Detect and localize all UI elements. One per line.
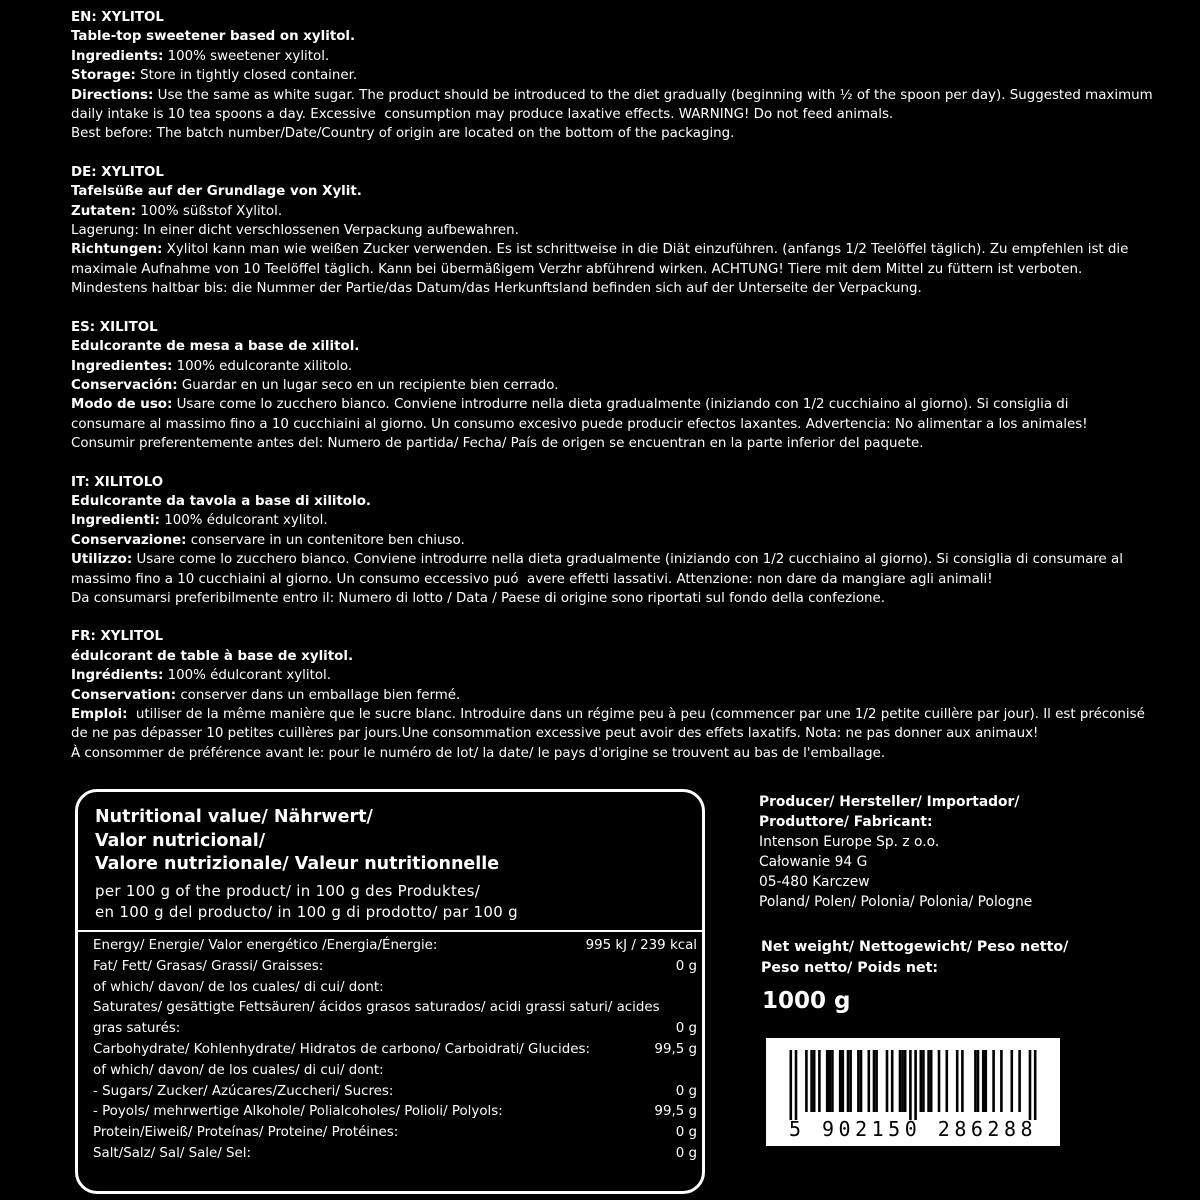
barcode-bar bbox=[909, 1050, 912, 1120]
section-it bbox=[71, 473, 1181, 609]
barcode bbox=[766, 1038, 1060, 1146]
nutrition-row-label: - Sugars/ Zucker/ Azúcares/Zuccheri/ Sucres: bbox=[93, 1083, 394, 1099]
barcode-bar bbox=[974, 1050, 977, 1112]
text-line-body: 100% édulcorant xylitol. bbox=[159, 513, 328, 529]
nutrition-title-line: Nutritional value/ Nährwert/ bbox=[95, 807, 373, 827]
barcode-bar bbox=[985, 1050, 988, 1112]
text-line bbox=[71, 279, 1181, 298]
section-fr bbox=[71, 627, 1181, 763]
barcode-bar bbox=[930, 1050, 933, 1112]
text-line-label: Richtungen: bbox=[71, 242, 163, 258]
barcode-bar bbox=[826, 1050, 829, 1112]
producer-address-line: 05-480 Karczew bbox=[759, 874, 870, 890]
nutrition-header bbox=[95, 806, 695, 923]
barcode-bar bbox=[873, 1050, 876, 1112]
nutrition-box bbox=[75, 789, 705, 1194]
text-line-body: À consommer de préférence avant le: pour le numéro de lot/ la date/ le pays d'origine se trouvent au bas de l'emballage. bbox=[71, 745, 886, 761]
text-line-label: Ingrédients: bbox=[71, 668, 164, 684]
text-line bbox=[71, 8, 1181, 27]
text-line-body: Consumir preferentemente antes del: Numero de partida/ Fecha/ País de origen se encuentran en la parte inferior del paquete. bbox=[71, 436, 924, 452]
barcode-bar bbox=[790, 1050, 793, 1120]
text-line-label: FR: XYLITOL bbox=[71, 629, 164, 645]
barcode-number: 5 902150 286288 bbox=[788, 1117, 1038, 1141]
nutrition-row bbox=[93, 1144, 697, 1165]
text-line-body: conserver dans un emballage bien fermé. bbox=[176, 687, 461, 703]
barcode-bar bbox=[847, 1050, 850, 1112]
text-line bbox=[71, 260, 1181, 279]
text-line bbox=[71, 550, 1181, 569]
text-line bbox=[71, 570, 1181, 589]
label-text-sections bbox=[71, 8, 1181, 782]
text-line-body: daily intake is 10 tea spoons a day. Excessive consumption may produce laxative effects. WARNING! Do not feed animals. bbox=[71, 107, 894, 123]
nutrition-title-line: Valore nutrizionale/ Valeur nutritionnelle bbox=[95, 854, 500, 874]
text-line-body: Store in tightly closed container. bbox=[135, 68, 358, 84]
text-line-label: Conservazione: bbox=[71, 532, 187, 548]
nutrition-row bbox=[93, 1019, 697, 1040]
text-line bbox=[71, 686, 1181, 705]
text-line-label: Directions: bbox=[71, 87, 154, 103]
text-line bbox=[71, 202, 1181, 221]
barcode-bar bbox=[982, 1050, 985, 1112]
nutrition-row-value: 0 g bbox=[675, 1083, 697, 1099]
text-line bbox=[71, 531, 1181, 550]
barcode-bar bbox=[818, 1050, 821, 1112]
text-line-body: Use the same as white sugar. The product should be introduced to the diet gradually (beginning with ½ of the spoon per day). Suggested maximum bbox=[153, 87, 1153, 103]
text-line-body: Usare come lo zucchero bianco. Conviene introdurre nella dieta gradualmente (iniziando con 1/2 cucchiaino al giorno). Si consiglia di consumare al bbox=[132, 552, 1123, 568]
text-line-body: 100% sweetener xylitol. bbox=[163, 48, 330, 64]
nutrition-row bbox=[93, 1040, 697, 1061]
barcode-bar bbox=[1011, 1050, 1014, 1112]
nutrition-row bbox=[93, 1082, 697, 1103]
nutrition-row-label: Protein/Eiweiß/ Proteínas/ Proteine/ Protéines: bbox=[93, 1125, 399, 1141]
text-line-label: Tafelsüße auf der Grundlage von Xylit. bbox=[71, 184, 362, 200]
nutrition-row-value: 0 g bbox=[675, 1125, 697, 1141]
text-line-body: consumare al massimo fino a 10 cucchiaini al giorno. Un consumo excesivo puede producir efectos laxantes. Advertencia: No alimentar a los animales! bbox=[71, 416, 1088, 432]
producer-heading-line: Producer/ Hersteller/ Importador/ bbox=[759, 794, 1020, 810]
nutrition-row-value: 99,5 g bbox=[654, 1041, 697, 1057]
text-line bbox=[71, 86, 1181, 105]
text-line bbox=[71, 511, 1181, 530]
text-line-label: Table-top sweetener based on xylitol. bbox=[71, 29, 356, 45]
text-line bbox=[71, 744, 1181, 763]
barcode-bar bbox=[901, 1050, 904, 1112]
text-line-body: de ne pas dépasser 10 petites cuillères par jours.Une consommation excessive peut avoir des effets laxatifs. Nota: ne pas donner aux animaux! bbox=[71, 726, 1039, 742]
barcode-bar bbox=[810, 1050, 813, 1112]
text-line-label: Storage: bbox=[71, 68, 136, 84]
barcode-bar bbox=[922, 1050, 925, 1112]
text-line bbox=[71, 434, 1181, 453]
text-line bbox=[71, 182, 1181, 201]
barcode-bar bbox=[829, 1050, 832, 1112]
barcode-bar bbox=[805, 1050, 808, 1112]
net-weight-value: 1000 g bbox=[762, 988, 851, 1014]
text-line bbox=[71, 27, 1181, 46]
net-weight-heading-line: Peso netto/ Poids net: bbox=[761, 959, 939, 976]
text-line bbox=[71, 395, 1181, 414]
text-line bbox=[71, 647, 1181, 666]
text-line bbox=[71, 357, 1181, 376]
text-line-label: DE: XYLITOL bbox=[71, 164, 164, 180]
barcode-bar bbox=[946, 1050, 949, 1112]
text-line-label: Ingredientes: bbox=[71, 358, 173, 374]
text-line-label: Utilizzo: bbox=[71, 552, 133, 568]
text-line bbox=[71, 240, 1181, 259]
barcode-bar bbox=[927, 1050, 930, 1112]
text-line-label: EN: XYLITOL bbox=[71, 10, 164, 25]
section-de bbox=[71, 163, 1181, 299]
text-line-body: Xylitol kann man wie weißen Zucker verwenden. Es ist schrittweise in die Diät einzuführen. (anfangs 1/2 Teelöffel täglich). Zu empfehlen ist die bbox=[162, 242, 1129, 258]
text-line-body: 100% süßstof Xylitol. bbox=[136, 203, 283, 219]
barcode-bar bbox=[849, 1050, 852, 1112]
producer-heading-line: Produttore/ Fabricant: bbox=[759, 814, 933, 830]
nutrition-row bbox=[93, 957, 697, 978]
barcode-bar bbox=[904, 1050, 907, 1112]
nutrition-per-line: en 100 g del producto/ in 100 g di prodotto/ par 100 g bbox=[95, 902, 518, 921]
text-line bbox=[71, 724, 1181, 743]
nutrition-row bbox=[93, 936, 697, 957]
text-line bbox=[71, 163, 1181, 182]
text-line-label: Ingredients: bbox=[71, 48, 164, 64]
nutrition-row-label: of which/ davon/ de los cuales/ di cui/ dont: bbox=[93, 979, 384, 995]
text-line-body: conservare in un contenitore ben chiuso. bbox=[186, 532, 465, 548]
text-line bbox=[71, 589, 1181, 608]
text-line bbox=[71, 124, 1181, 143]
text-line bbox=[71, 705, 1181, 724]
text-line-label: Zutaten: bbox=[71, 203, 137, 219]
barcode-bar bbox=[920, 1050, 923, 1112]
producer-address-line: Poland/ Polen/ Polonia/ Polonia/ Pologne bbox=[759, 894, 1033, 910]
nutrition-row-value bbox=[691, 1061, 697, 1082]
text-line bbox=[71, 66, 1181, 85]
barcode-bar bbox=[813, 1050, 816, 1112]
text-line-body: utiliser de la même manière que le sucre blanc. Introduire dans un régime peu à peu (commencer par une 1/2 petite cuillère par jour). Il est préconisé bbox=[127, 707, 1145, 722]
text-line-body: massimo fino a 10 cucchiaini al giorno. Un consumo eccessivo puó avere effetti lassativi. Attenzione: non dare da mangiare agli animali! bbox=[71, 571, 993, 587]
barcode-bar bbox=[875, 1050, 878, 1112]
text-line-body: Best before: The batch number/Date/Country of origin are located on the bottom of the packaging. bbox=[71, 126, 735, 142]
nutrition-row bbox=[93, 1123, 697, 1144]
nutrition-row-label: Energy/ Energie/ Valor energético /Energia/Énergie: bbox=[93, 938, 438, 953]
text-line-label: Emploi: bbox=[71, 707, 128, 722]
barcode-bar bbox=[795, 1050, 798, 1120]
barcode-bar bbox=[891, 1050, 894, 1112]
nutrition-row-label: Carbohydrate/ Kohlenhydrate/ Hidratos de carbono/ Carboidrati/ Glucides: bbox=[93, 1041, 590, 1057]
producer-address-line: Całowanie 94 G bbox=[759, 854, 868, 870]
text-line-label: Edulcorante da tavola a base di xilitolo. bbox=[71, 493, 372, 509]
text-line-body: 100% edulcorante xilitolo. bbox=[172, 358, 353, 374]
barcode-bar bbox=[1018, 1050, 1021, 1112]
text-line-label: Modo de uso: bbox=[71, 397, 173, 413]
barcode-bar bbox=[992, 1050, 995, 1112]
nutrition-row bbox=[93, 1102, 697, 1123]
barcode-bar bbox=[1029, 1050, 1032, 1120]
text-line-label: IT: XILITOLO bbox=[71, 474, 164, 490]
text-line bbox=[71, 376, 1181, 395]
nutrition-row-value bbox=[691, 978, 697, 999]
barcode-bar bbox=[938, 1050, 941, 1112]
barcode-bar bbox=[956, 1050, 959, 1112]
nutrition-row-value: 0 g bbox=[675, 1145, 697, 1161]
barcode-bar bbox=[899, 1050, 902, 1112]
barcode-bar bbox=[839, 1050, 842, 1112]
text-line-label: Conservación: bbox=[71, 377, 178, 393]
producer-block bbox=[759, 792, 1179, 912]
barcode-bar bbox=[977, 1050, 980, 1112]
text-line-body: maximale Aufnahme von 10 Teelöffel täglich. Kann bei übermäßigem Verzhr abführend wirken. ACHTUNG! Tiere mit dem Mittel zu füttern ist verboten. bbox=[71, 261, 1083, 277]
nutrition-row-label: - Poyols/ mehrwertige Alkohole/ Polialcoholes/ Polioli/ Polyols: bbox=[93, 1104, 503, 1120]
producer-address-line: Intenson Europe Sp. z o.o. bbox=[759, 834, 940, 850]
text-line-label: Ingredienti: bbox=[71, 513, 160, 529]
barcode-bar bbox=[860, 1050, 863, 1112]
section-en bbox=[71, 8, 1181, 144]
text-line-label: édulcorant de table à base de xylitol. bbox=[71, 648, 354, 664]
text-line-body: Lagerung: In einer dicht verschlossenen Verpackung aufbewahren. bbox=[71, 223, 519, 239]
nutrition-row-label: Salt/Salz/ Sal/ Sale/ Sel: bbox=[93, 1145, 252, 1161]
net-weight-heading bbox=[761, 937, 1181, 978]
text-line bbox=[71, 492, 1181, 511]
nutrition-row bbox=[93, 998, 697, 1019]
nutrition-row-value bbox=[691, 998, 697, 1019]
nutrition-title bbox=[95, 806, 695, 877]
text-line bbox=[71, 415, 1181, 434]
nutrition-row bbox=[93, 978, 697, 999]
text-line bbox=[71, 318, 1181, 337]
nutrition-row-label: Saturates/ gesättigte Fettsäuren/ ácidos grasos saturados/ acidi grassi saturi/ acides bbox=[93, 1000, 660, 1016]
nutrition-table bbox=[93, 936, 697, 1165]
barcode-bar bbox=[868, 1050, 871, 1112]
text-line bbox=[71, 105, 1181, 124]
nutrition-per-note bbox=[95, 881, 695, 923]
barcode-bar bbox=[961, 1050, 964, 1112]
text-line-body: Guardar en un lugar seco en un recipiente bien cerrado. bbox=[177, 377, 559, 393]
nutrition-row-label: of which/ davon/ de los cuales/ di cui/ dont: bbox=[93, 1062, 384, 1078]
nutrition-divider bbox=[78, 930, 702, 932]
text-line-body: Mindestens haltbar bis: die Nummer der Partie/das Datum/das Herkunftsland befinden sich auf der Unterseite der Verpackung. bbox=[71, 281, 922, 297]
text-line bbox=[71, 473, 1181, 492]
text-line bbox=[71, 666, 1181, 685]
barcode-bars bbox=[766, 1038, 1060, 1120]
text-line bbox=[71, 627, 1181, 646]
nutrition-row-value: 99,5 g bbox=[654, 1104, 697, 1120]
nutrition-title-line: Valor nutricional/ bbox=[95, 830, 266, 851]
nutrition-per-line: per 100 g of the product/ in 100 g des Produktes/ bbox=[95, 881, 481, 900]
text-line bbox=[71, 47, 1181, 66]
text-line-body: Da consumarsi preferibilmente entro il: Numero di lotto / Data / Paese di origine sono riportati sul fondo della confezione. bbox=[71, 590, 886, 606]
barcode-bar bbox=[1034, 1050, 1037, 1120]
barcode-bar bbox=[857, 1050, 860, 1112]
text-line-label: ES: XILITOL bbox=[71, 319, 158, 335]
barcode-bar bbox=[842, 1050, 845, 1112]
barcode-bar bbox=[914, 1050, 917, 1120]
text-line-body: 100% édulcorant xylitol. bbox=[163, 668, 332, 684]
nutrition-row-label: gras saturés: bbox=[93, 1021, 181, 1037]
net-weight-heading-line: Net weight/ Nettogewicht/ Peso netto/ bbox=[761, 939, 1069, 955]
text-line-label: Conservation: bbox=[71, 687, 177, 703]
text-line bbox=[71, 221, 1181, 240]
nutrition-row-value: 0 g bbox=[675, 1021, 697, 1037]
barcode-bar bbox=[886, 1050, 889, 1112]
barcode-bar bbox=[831, 1050, 834, 1112]
nutrition-row-value: 0 g bbox=[675, 958, 697, 974]
text-line-label: Edulcorante de mesa a base de xilitol. bbox=[71, 339, 360, 355]
nutrition-row bbox=[93, 1061, 697, 1082]
section-es bbox=[71, 318, 1181, 454]
nutrition-row-value: 995 kJ / 239 kcal bbox=[585, 938, 697, 953]
barcode-bar bbox=[1000, 1050, 1003, 1112]
text-line-body: Usare come lo zucchero bianco. Conviene introdurre nella dieta gradualmente (iniziando con 1/2 cucchiaino al giorno). Si consiglia di bbox=[172, 397, 1069, 413]
nutrition-row-label: Fat/ Fett/ Grasas/ Grassi/ Graisses: bbox=[93, 958, 324, 974]
text-line bbox=[71, 337, 1181, 356]
